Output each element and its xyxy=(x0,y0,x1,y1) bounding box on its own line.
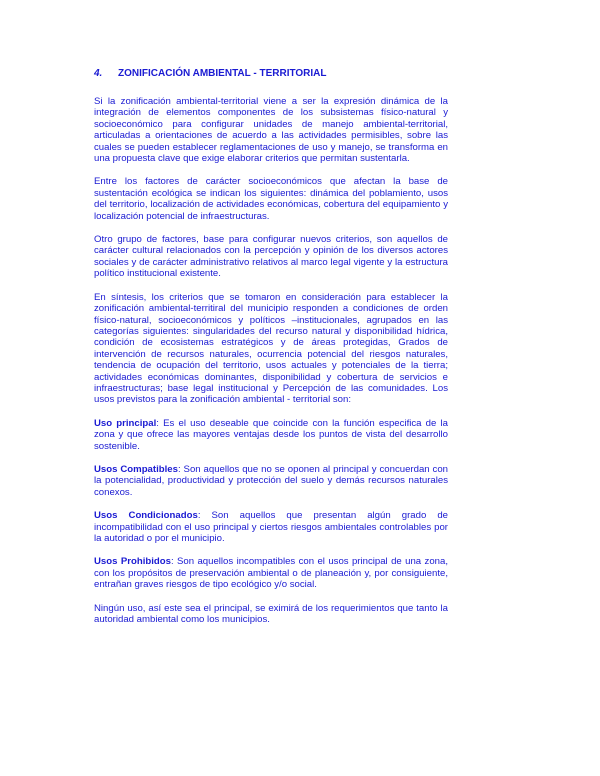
section-heading xyxy=(94,68,448,80)
use-prohibidos xyxy=(94,556,448,590)
use-compatibles-text: : Son aquellos que no se oponen al principal y concuerdan con la potencialidad, productividad y protección del suelo y demás recursos naturales conexos. xyxy=(94,463,449,498)
paragraph-cultural-factors: Otro grupo de factores, base para configurar nuevos criterios, son aquellos de carácter cultural relacionados con la percepción y opinión de los diversos actores sociales y de carácter administrativo relativos al marco legal vigente y la estructura político institucional existente. xyxy=(94,234,448,280)
use-compatibles-term: Usos Compatibles xyxy=(94,463,178,475)
use-condicionados xyxy=(94,510,448,544)
use-condicionados-text: : Son aquellos que presentan algún grado de incompatibilidad con el uso principal y ciertos riesgos ambientales controlables por la autoridad o por el municipio. xyxy=(94,510,448,544)
section-title: ZONIFICACIÓN AMBIENTAL - TERRITORIAL xyxy=(118,68,327,79)
use-prohibidos-text: : Son aquellos incompatibles con el usos principal de una zona, con los propósitos de preservación ambiental o de planeación y, por consiguiente, entrañan graves riesgos de tipo ecológico y/o social. xyxy=(94,556,448,591)
use-prohibidos-term: Usos Prohibidos xyxy=(94,556,171,568)
paragraph-intro: Si la zonificación ambiental-territorial viene a ser la expresión dinámica de la integración de elementos componentes de los subsistemas físico-natural y socioeconómico para configurar unidades de manejo ambiental-territorial, articuladas a orientaciones de acuerdo a las actividades permisibles, sobre las cuales se pueden establecer reglamentaciones de uso y manejo, se transforma en una propuesta clave que exige elaborar criterios que permitan sustentarla. xyxy=(94,96,448,165)
section-number: 4. xyxy=(94,68,103,79)
use-compatibles xyxy=(94,464,448,498)
use-principal xyxy=(94,418,448,452)
document-page xyxy=(94,68,448,637)
paragraph-closing: Ningún uso, así este sea el principal, se eximirá de los requerimientos que tanto la autoridad ambiental como los municipios. xyxy=(94,602,448,626)
paragraph-socioeconomic-factors: Entre los factores de carácter socioeconómicos que afectan la base de sustentación ecológica se indican los siguientes: dinámica del poblamiento, usos del territorio, localización de actividades económicas, cobertura del equipamiento y localización potencial de infraestructuras. xyxy=(94,176,448,222)
use-principal-text: : Es el uso deseable que coincide con la función especifica de la zona y que ofrece las mayores ventajas desde los puntos de vista del desarrollo sostenible. xyxy=(94,417,448,452)
use-principal-term: Uso principal xyxy=(94,417,157,429)
paragraph-synthesis: En síntesis, los criterios que se tomaron en consideración para establecer la zonificación ambiental-territiral del municipio responden a condiciones de orden físico-natural, socioeconómicos y políticos –institucionales, agrupados en las categorías siguientes: singularidades del recurso natural y disponibilidad hídrica, condición de ecosistemas estratégicos y de áreas protegidas, Grados de intervención de recursos naturales, ocurrencia potencial del riesgos naturales, tendencia de ocupación del territorio, usos actuales y potenciales de la tierra; actividades económicas dominantes, disponibilidad y cobertura de servicios e infraestructuras; base legal institucional y Percepción de las comunidades. Los usos previstos para la zonificación ambiental - territorial son: xyxy=(94,291,448,406)
use-condicionados-term: Usos Condicionados xyxy=(94,510,198,522)
